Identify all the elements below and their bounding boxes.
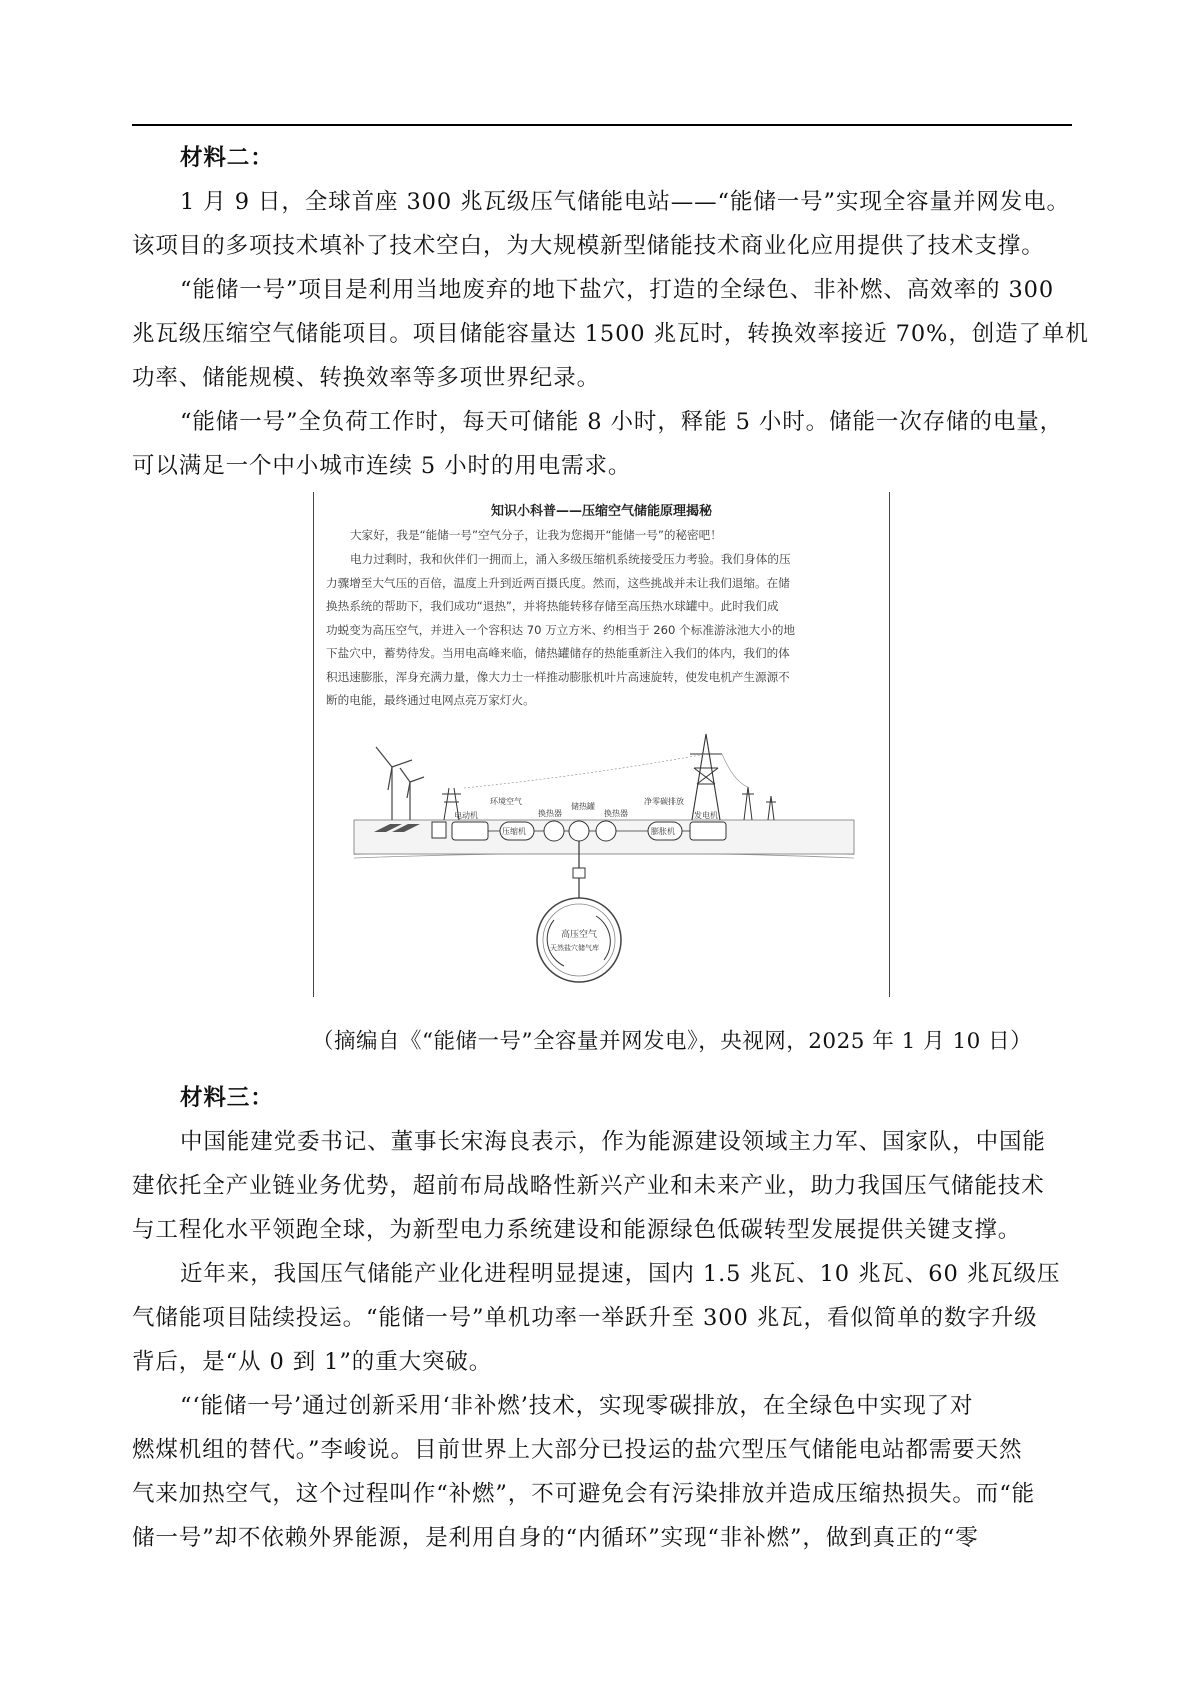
small-pylon-icon	[742, 787, 776, 820]
figure-line: 断的电能，最终通过电网点亮万家灯火。	[326, 693, 535, 707]
paragraph-line: 燃煤机组的替代。”李峻说。目前世界上大部分已投运的盐穴型压气储能电站都需要天然	[132, 1437, 1023, 1463]
paragraph-line: 功率、储能规模、转换效率等多项世界纪录。	[132, 365, 601, 391]
paragraph-line: 1 月 9 日，全球首座 300 兆瓦级压气储能电站——“能储一号”实现全容量并网发电。	[180, 189, 1070, 215]
label-zero-carbon: 净零碳排放	[644, 797, 684, 806]
paragraph-line: 气储能项目陆续投运。“能储一号”单机功率一举跃升至 300 兆瓦，看似简单的数字升级	[132, 1305, 1038, 1331]
figure-line: 力骤增至大气压的百倍，温度上升到近两百摄氏度。然而，这些挑战并未让我们退缩。在储	[326, 575, 790, 590]
figure-caption: （摘编自《“能储一号”全容量并网发电》，央视网，2025 年 1 月 10 日）	[312, 1029, 1033, 1054]
label-expander: 膨胀机	[651, 827, 675, 836]
paragraph-line: “能储一号”项目是利用当地废弃的地下盐穴，打造的全绿色、非补燃、高效率的 300	[180, 277, 1055, 303]
figure-line: 电力过剩时，我和伙伴们一拥而上，涌入多级压缩机系统接受压力考验。我们身体的压	[350, 552, 791, 566]
figure-paragraph-2	[326, 548, 878, 713]
label-high-pressure-air: 高压空气	[561, 930, 598, 940]
paragraph-line: 背后，是“从 0 到 1”的重大突破。	[132, 1349, 493, 1375]
material2-heading: 材料二：	[180, 145, 274, 171]
wind-turbine-icon	[376, 747, 424, 820]
label-heat-tank: 储热罐	[571, 802, 595, 811]
salt-cavern-icon	[537, 898, 621, 982]
label-motor: 电动机	[454, 811, 478, 820]
label-heat-exchanger-1: 换热器	[538, 809, 562, 818]
transmission-tower-icon	[690, 734, 722, 820]
figure-line: 换热系统的帮助下，我们成功“退热”，并将热能转移存储至高压热水球罐中。此时我们成	[326, 599, 779, 613]
energy-storage-diagram	[314, 732, 889, 997]
paragraph-line: 兆瓦级压缩空气储能项目。项目储能容量达 1500 兆瓦时，转换效率接近 70%，创造了单机	[132, 321, 1089, 347]
paragraph-line: 建依托全产业链业务优势，超前布局战略性新兴产业和未来产业，助力我国压气储能技术	[132, 1173, 1045, 1199]
paragraph-line: 该项目的多项技术填补了技术空白，为大规模新型储能技术商业化应用提供了技术支撑。	[132, 233, 1045, 259]
label-ambient-air: 环境空气	[490, 797, 522, 806]
paragraph-line: “‘能储一号’通过创新采用‘非补燃’技术，实现零碳排放，在全绿色中实现了对	[180, 1393, 974, 1419]
paragraph-line: 气来加热空气，这个过程叫作“补燃”，不可避免会有污染排放并造成压缩热损失。而“能	[132, 1481, 1036, 1507]
paragraph-line: 可以满足一个中小城市连续 5 小时的用电需求。	[132, 453, 632, 479]
figure-paragraph-1: 大家好，我是“能储一号”空气分子，让我为您揭开“能储一号”的秘密吧！	[350, 528, 722, 542]
figure-line: 下盐穴中，蓄势待发。当用电高峰来临，储热罐储存的热能重新注入我们的体内，我们的体	[326, 646, 790, 660]
top-rule	[132, 124, 1072, 126]
science-figure	[313, 492, 890, 997]
label-salt-cavern: 天然盐穴储气库	[550, 944, 599, 952]
paragraph-line: “能储一号”全负荷工作时，每天可储能 8 小时，释能 5 小时。储能一次存储的电量，	[180, 409, 1064, 435]
paragraph-line: 近年来，我国压气储能产业化进程明显提速，国内 1.5 兆瓦、10 兆瓦、60 兆瓦级压	[180, 1261, 1061, 1287]
paragraph-line: 储一号”却不依赖外界能源，是利用自身的“内循环”实现“非补燃”，做到真正的“零	[132, 1525, 979, 1551]
figure-title: 知识小科普——压缩空气储能原理揭秘	[490, 504, 712, 519]
label-compressor: 压缩机	[502, 827, 526, 836]
figure-line: 积迅速膨胀，浑身充满力量，像大力士一样推动膨胀机叶片高速旋转，使发电机产生源源不	[326, 669, 790, 684]
figure-line: 功蜕变为高压空气，并进入一个容积达 70 万立方米、约相当于 260 个标准游泳池大小的地	[326, 622, 796, 637]
label-heat-exchanger-2: 换热器	[604, 809, 628, 818]
material3-heading: 材料三：	[180, 1085, 274, 1111]
paragraph-line: 与工程化水平领跑全球，为新型电力系统建设和能源绿色低碳转型发展提供关键支撑。	[132, 1217, 1022, 1243]
paragraph-line: 中国能建党委书记、董事长宋海良表示，作为能源建设领域主力军、国家队，中国能	[180, 1129, 1046, 1155]
label-generator: 发电机	[694, 811, 718, 820]
